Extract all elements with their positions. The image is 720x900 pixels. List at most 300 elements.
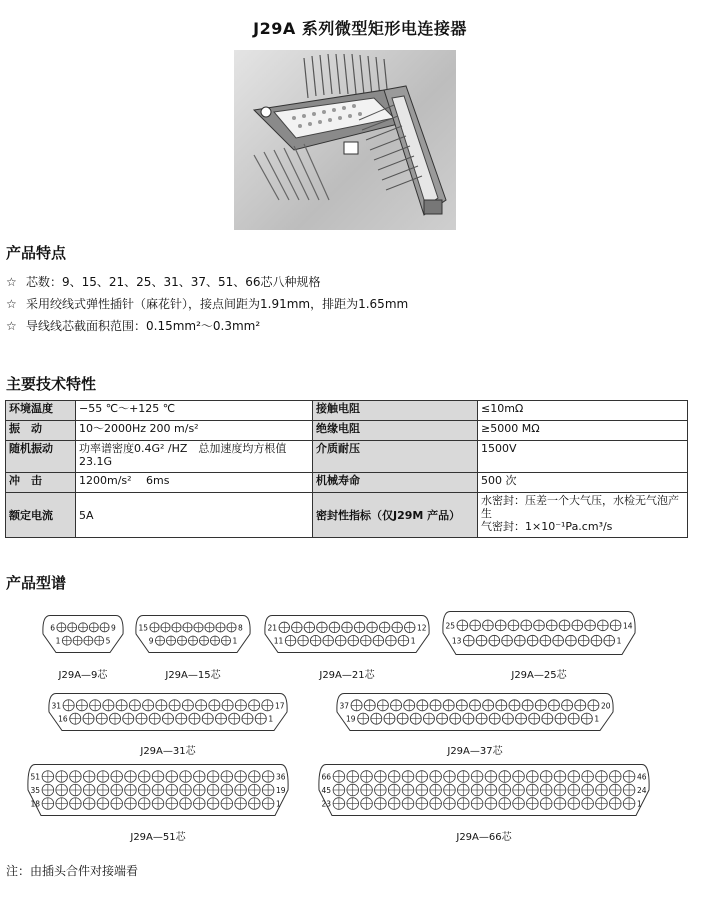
contact-pin: [335, 635, 346, 646]
contact-pin: [581, 713, 592, 724]
model-label: J29A—31芯: [140, 746, 196, 757]
contact-pin: [358, 713, 369, 724]
model-label: J29A—9芯: [58, 670, 108, 681]
pin-number-left: 18: [30, 799, 40, 809]
contact-pin: [285, 635, 296, 646]
contact-pin: [194, 623, 203, 632]
contact-pin: [430, 784, 442, 796]
contact-pin: [623, 784, 635, 796]
table-row: [6, 473, 688, 493]
contact-pin: [582, 771, 594, 783]
contact-pin: [100, 623, 109, 632]
contact-pin: [397, 713, 408, 724]
contact-pin: [361, 784, 373, 796]
contact-pin: [109, 713, 120, 724]
contact-pin: [83, 798, 95, 810]
contact-pin: [152, 798, 164, 810]
contact-pin: [489, 635, 500, 646]
contact-pin: [249, 771, 261, 783]
contact-pin: [416, 798, 428, 810]
contact-pin: [207, 784, 219, 796]
contact-pin: [209, 700, 220, 711]
connector-shell: [49, 694, 287, 731]
pin-number-left: 35: [30, 786, 40, 795]
star-icon: ☆: [6, 319, 17, 333]
spec-key: 机械寿命: [313, 473, 478, 493]
contact-pin: [540, 784, 552, 796]
connector-diagram: [133, 614, 253, 654]
contact-pin: [70, 713, 81, 724]
contact-pin: [347, 784, 359, 796]
contact-pin: [562, 700, 573, 711]
contact-pin: [483, 700, 494, 711]
contact-pin: [111, 798, 123, 810]
contact-pin: [97, 784, 109, 796]
contact-pin: [227, 623, 236, 632]
pin-number-left: 11: [273, 636, 284, 646]
contact-pin: [138, 771, 150, 783]
pin-number-right: 1: [410, 636, 416, 646]
contact-pin: [56, 798, 68, 810]
contact-pin: [361, 798, 373, 810]
pin-number-right: 24: [637, 786, 647, 795]
contact-pin: [568, 798, 580, 810]
connector-shell: [265, 616, 429, 653]
contact-pin: [156, 700, 167, 711]
model-label: J29A—51芯: [130, 832, 186, 843]
contact-pin: [444, 771, 456, 783]
contact-pin: [548, 700, 559, 711]
connector-diagram: [440, 610, 638, 656]
table-row: [6, 441, 688, 473]
connector-diagram: [40, 614, 126, 654]
pin-number-left: 9: [148, 636, 154, 646]
contact-pin: [42, 784, 54, 796]
contact-pin: [402, 771, 414, 783]
product-photo: [234, 50, 456, 230]
pin-number-left: 21: [267, 623, 277, 633]
contact-pin: [471, 798, 483, 810]
contact-pin: [471, 784, 483, 796]
contact-pin: [180, 771, 192, 783]
pin-number-left: 45: [321, 786, 331, 795]
pin-number-right: 46: [637, 772, 647, 782]
contact-pin: [216, 623, 225, 632]
contact-pin: [83, 771, 95, 783]
contact-pin: [57, 623, 66, 632]
contact-pin: [199, 636, 208, 645]
contact-pin: [125, 771, 137, 783]
contact-pin: [235, 784, 247, 796]
contact-pin: [375, 784, 387, 796]
contact-pin: [70, 798, 82, 810]
contact-pin: [609, 784, 621, 796]
contact-pin: [513, 771, 525, 783]
connector-diagram: [25, 763, 291, 817]
pin-number-right: 5: [105, 636, 111, 646]
contact-pin: [207, 771, 219, 783]
contact-pin: [172, 623, 181, 632]
contact-pin: [578, 635, 589, 646]
contact-pin: [554, 798, 566, 810]
contact-pin: [546, 620, 557, 631]
contact-pin: [111, 784, 123, 796]
contact-pin: [62, 636, 71, 645]
contact-pin: [182, 700, 193, 711]
models-heading: 产品型谱: [6, 574, 67, 592]
page-title: J29A 系列微型矩形电连接器: [253, 19, 467, 38]
contact-pin: [333, 798, 345, 810]
connector-diagram: [316, 763, 652, 817]
contact-pin: [597, 620, 608, 631]
contact-pin: [323, 635, 334, 646]
spec-key: 随机振动: [6, 441, 76, 473]
pin-number-right: 1: [276, 799, 281, 809]
contact-pin: [166, 636, 175, 645]
contact-pin: [129, 700, 140, 711]
contact-pin: [310, 635, 321, 646]
pin-number-left: 25: [445, 621, 455, 631]
contact-pin: [155, 636, 164, 645]
contact-pin: [516, 713, 527, 724]
contact-pin: [588, 700, 599, 711]
contact-pin: [262, 798, 274, 810]
contact-pin: [84, 636, 93, 645]
contact-pin: [386, 635, 397, 646]
contact-pin: [125, 798, 137, 810]
contact-pin: [623, 771, 635, 783]
contact-pin: [180, 798, 192, 810]
contact-pin: [207, 798, 219, 810]
contact-pin: [483, 620, 494, 631]
contact-pin: [125, 784, 137, 796]
pin-number-right: 19: [276, 786, 286, 795]
contact-pin: [591, 635, 602, 646]
contact-pin: [298, 635, 309, 646]
contact-pin: [180, 784, 192, 796]
contact-pin: [56, 784, 68, 796]
contact-pin: [596, 798, 608, 810]
pin-number-right: 36: [276, 772, 286, 782]
pin-number-right: 1: [637, 799, 642, 809]
contact-pin: [553, 635, 564, 646]
contact-pin: [83, 713, 94, 724]
pin-number-right: 8: [238, 623, 243, 633]
contact-pin: [194, 784, 206, 796]
pin-number-left: 1: [55, 636, 61, 646]
contact-pin: [249, 700, 260, 711]
contact-pin: [342, 622, 353, 633]
contact-pin: [513, 784, 525, 796]
contact-pin: [249, 798, 261, 810]
contact-pin: [150, 623, 159, 632]
spec-table: [5, 400, 688, 538]
contact-pin: [476, 713, 487, 724]
contact-pin: [42, 798, 54, 810]
spec-key: 绝缘电阻: [313, 421, 478, 441]
pin-number-left: 19: [346, 714, 356, 724]
contact-pin: [373, 635, 384, 646]
contact-pin: [42, 771, 54, 783]
contact-pin: [610, 620, 621, 631]
contact-pin: [430, 798, 442, 810]
contact-pin: [166, 798, 178, 810]
contact-pin: [572, 620, 583, 631]
contact-pin: [70, 784, 82, 796]
contact-pin: [255, 713, 266, 724]
connector-shell: [43, 616, 123, 653]
contact-pin: [410, 713, 421, 724]
contact-pin: [521, 620, 532, 631]
contact-pin: [83, 784, 95, 796]
spec-key: 介质耐压: [313, 441, 478, 473]
connector-shell: [443, 612, 635, 655]
model-label: J29A—21芯: [319, 670, 375, 681]
contact-pin: [502, 635, 513, 646]
contact-pin: [183, 623, 192, 632]
contact-pin: [485, 784, 497, 796]
contact-pin: [333, 771, 345, 783]
contact-pin: [375, 771, 387, 783]
pin-number-right: 1: [594, 714, 600, 724]
contact-pin: [161, 623, 170, 632]
spec-value: ≥5000 MΩ: [478, 421, 688, 441]
contact-pin: [304, 622, 315, 633]
contact-pin: [596, 784, 608, 796]
connector-shell: [136, 616, 250, 653]
contact-pin: [242, 713, 253, 724]
spec-value: 500 次: [478, 473, 688, 493]
contact-pin: [527, 798, 539, 810]
contact-pin: [388, 771, 400, 783]
model-label: J29A—15芯: [165, 670, 221, 681]
pin-number-left: 51: [30, 772, 40, 782]
contact-pin: [377, 700, 388, 711]
contact-pin: [205, 623, 214, 632]
contact-pin: [166, 771, 178, 783]
spec-key: 额定电流: [6, 493, 76, 538]
contact-pin: [229, 713, 240, 724]
contact-pin: [116, 700, 127, 711]
contact-pin: [527, 784, 539, 796]
contact-pin: [417, 700, 428, 711]
contact-pin: [529, 713, 540, 724]
contact-pin: [221, 636, 230, 645]
contact-pin: [596, 771, 608, 783]
pin-number-right: 20: [601, 701, 611, 711]
contact-pin: [221, 784, 233, 796]
contact-pin: [189, 713, 200, 724]
spec-key: 密封性指标（仅J29M 产品）: [313, 493, 478, 538]
contact-pin: [143, 700, 154, 711]
table-row: [6, 401, 688, 421]
contact-pin: [221, 798, 233, 810]
pin-number-right: 9: [111, 623, 116, 633]
contact-pin: [566, 635, 577, 646]
contact-pin: [149, 713, 160, 724]
contact-pin: [235, 700, 246, 711]
star-icon: ☆: [6, 297, 17, 311]
contact-pin: [554, 784, 566, 796]
contact-pin: [391, 700, 402, 711]
connector-diagram: [334, 692, 616, 732]
contact-pin: [388, 784, 400, 796]
contact-pin: [384, 713, 395, 724]
contact-pin: [177, 636, 186, 645]
contact-pin: [329, 622, 340, 633]
contact-pin: [262, 784, 274, 796]
pin-number-right: 1: [616, 636, 622, 646]
contact-pin: [540, 771, 552, 783]
contact-pin: [471, 771, 483, 783]
contact-pin: [499, 798, 511, 810]
contact-pin: [416, 784, 428, 796]
feature-item: ☆ 采用绞线式弹性插针（麻花针），接点间距为1.91mm，排距为1.65mm: [6, 297, 409, 311]
contact-pin: [559, 620, 570, 631]
contact-pin: [70, 771, 82, 783]
spec-key: 接触电阻: [313, 401, 478, 421]
features-heading: 产品特点: [6, 244, 67, 262]
contact-pin: [470, 620, 481, 631]
contact-pin: [97, 798, 109, 810]
spec-value: 功率谱密度0.4G² /HZ 总加速度均方根值23.1G: [76, 441, 313, 473]
contact-pin: [542, 713, 553, 724]
contact-pin: [430, 771, 442, 783]
contact-pin: [398, 635, 409, 646]
contact-pin: [443, 700, 454, 711]
contact-pin: [347, 771, 359, 783]
contact-pin: [423, 713, 434, 724]
contact-pin: [456, 700, 467, 711]
contact-pin: [457, 784, 469, 796]
contact-pin: [188, 636, 197, 645]
contact-pin: [514, 635, 525, 646]
contact-pin: [333, 784, 345, 796]
contact-pin: [364, 700, 375, 711]
contact-pin: [540, 798, 552, 810]
contact-pin: [176, 713, 187, 724]
contact-pin: [95, 636, 104, 645]
contact-pin: [444, 798, 456, 810]
contact-pin: [527, 771, 539, 783]
contact-pin: [123, 713, 134, 724]
pin-number-right: 14: [623, 621, 633, 631]
contact-pin: [361, 771, 373, 783]
contact-pin: [469, 700, 480, 711]
contact-pin: [502, 713, 513, 724]
spec-key: 环境温度: [6, 401, 76, 421]
pin-number-left: 66: [321, 772, 331, 782]
contact-pin: [138, 784, 150, 796]
contact-pin: [76, 700, 87, 711]
contact-pin: [152, 771, 164, 783]
contact-pin: [73, 636, 82, 645]
contact-pin: [317, 622, 328, 633]
spec-value: 5A: [76, 493, 313, 538]
contact-pin: [194, 771, 206, 783]
contact-pin: [509, 700, 520, 711]
contact-pin: [508, 620, 519, 631]
contact-pin: [554, 771, 566, 783]
contact-pin: [379, 622, 390, 633]
contact-pin: [568, 771, 580, 783]
contact-pin: [162, 713, 173, 724]
contact-pin: [354, 622, 365, 633]
contact-pin: [437, 713, 448, 724]
contact-pin: [568, 713, 579, 724]
contact-pin: [527, 635, 538, 646]
contact-pin: [89, 623, 98, 632]
spec-value: 10～2000Hz 200 m/s²: [76, 421, 313, 441]
contact-pin: [609, 798, 621, 810]
contact-pin: [96, 713, 107, 724]
contact-pin: [63, 700, 74, 711]
contact-pin: [609, 771, 621, 783]
contact-pin: [78, 623, 87, 632]
contact-pin: [485, 798, 497, 810]
contact-pin: [361, 635, 372, 646]
contact-pin: [56, 771, 68, 783]
connector-diagram: [262, 614, 432, 654]
pin-number-left: 15: [138, 623, 148, 633]
footnote: 注：由插头合件对接端看: [6, 864, 139, 878]
contact-pin: [499, 784, 511, 796]
contact-pin: [522, 700, 533, 711]
contact-pin: [540, 635, 551, 646]
contact-pin: [166, 784, 178, 796]
contact-pin: [235, 771, 247, 783]
contact-pin: [388, 798, 400, 810]
spec-key: 冲 击: [6, 473, 76, 493]
contact-pin: [463, 713, 474, 724]
table-row: [6, 493, 688, 538]
spec-value: 1200m/s² 6ms: [76, 473, 313, 493]
contact-pin: [210, 636, 219, 645]
model-label: J29A—25芯: [511, 670, 567, 681]
contact-pin: [402, 784, 414, 796]
spec-value: −55 ℃～+125 ℃: [76, 401, 313, 421]
contact-pin: [485, 771, 497, 783]
contact-pin: [367, 622, 378, 633]
contact-pin: [136, 713, 147, 724]
contact-pin: [489, 713, 500, 724]
contact-pin: [496, 700, 507, 711]
contact-pin: [555, 713, 566, 724]
contact-pin: [450, 713, 461, 724]
contact-pin: [249, 784, 261, 796]
pin-number-right: 1: [268, 714, 274, 724]
contact-pin: [457, 620, 468, 631]
model-label: J29A—66芯: [456, 832, 512, 843]
contact-pin: [235, 798, 247, 810]
contact-pin: [169, 700, 180, 711]
specs-heading: 主要技术特性: [6, 375, 97, 393]
contact-pin: [444, 784, 456, 796]
contact-pin: [582, 784, 594, 796]
pin-number-left: 31: [51, 701, 61, 711]
pin-number-left: 37: [339, 701, 349, 711]
contact-pin: [463, 635, 474, 646]
contact-pin: [457, 798, 469, 810]
contact-pin: [513, 798, 525, 810]
star-icon: ☆: [6, 275, 17, 289]
contact-pin: [347, 798, 359, 810]
contact-pin: [623, 798, 635, 810]
contact-pin: [495, 620, 506, 631]
spec-key: 振 动: [6, 421, 76, 441]
contact-pin: [196, 700, 207, 711]
connector-diagram: [46, 692, 290, 732]
